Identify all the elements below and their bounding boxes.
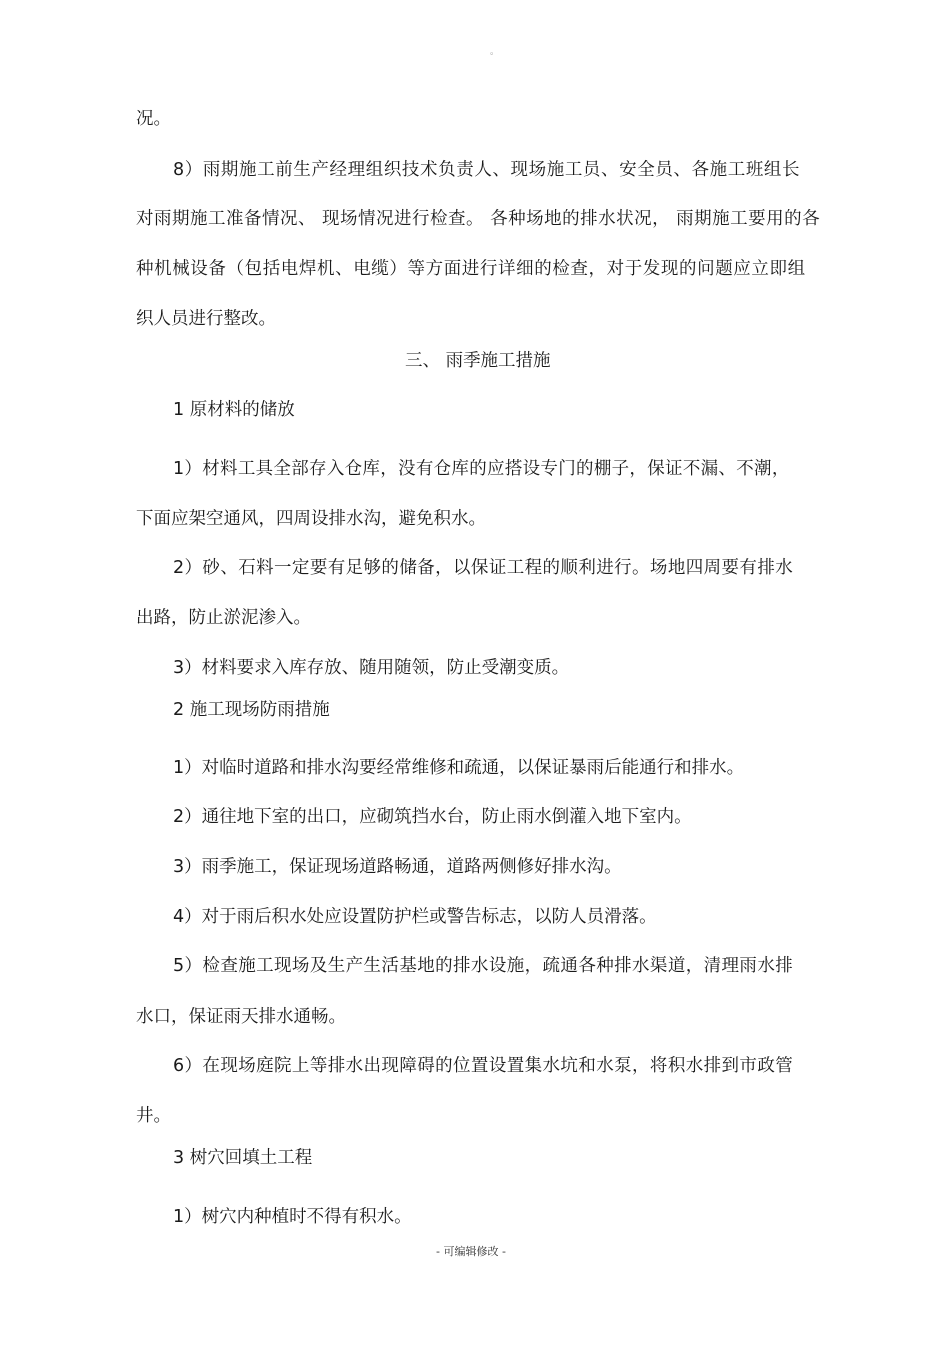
text-line: 2）通往地下室的出口，应砌筑挡水台，防止雨水倒灌入地下室内。 xyxy=(173,807,692,827)
text-line: 况。 xyxy=(136,109,171,129)
text-line: 下面应架空通风，四周设排水沟，避免积水。 xyxy=(136,509,486,529)
text-line: 1）对临时道路和排水沟要经常维修和疏通，以保证暴雨后能通行和排水。 xyxy=(173,758,745,778)
subsection-heading: 2 施工现场防雨措施 xyxy=(173,700,330,720)
text-line: 8）雨期施工前生产经理组织技术负责人、现场施工员、安全员、各施工班组长 xyxy=(173,160,801,180)
text-line: 3）材料要求入库存放、随用随领，防止受潮变质。 xyxy=(173,658,570,678)
text-line: 5）检查施工现场及生产生活基地的排水设施，疏通各种排水渠道，清理雨水排 xyxy=(173,956,794,976)
text-line: 1）树穴内种植时不得有积水。 xyxy=(173,1207,412,1227)
text-line: 6）在现场庭院上等排水出现障碍的位置设置集水坑和水泵，将积水排到市政管 xyxy=(173,1056,794,1076)
subsection-heading: 1 原材料的储放 xyxy=(173,400,295,420)
text-line: 2）砂、石料一定要有足够的储备，以保证工程的顺利进行。场地四周要有排水 xyxy=(173,558,794,578)
text-line: 对雨期施工准备情况、 现场情况进行检查。 各种场地的排水状况， 雨期施工要用的各 xyxy=(136,209,821,229)
text-line: 出路，防止淤泥渗入。 xyxy=(136,608,311,628)
text-line: 井。 xyxy=(136,1106,171,1126)
text-line: 3）雨季施工，保证现场道路畅通，道路两侧修好排水沟。 xyxy=(173,857,622,877)
header-mark: 。 xyxy=(490,47,500,57)
text-line: 4）对于雨后积水处应设置防护栏或警告标志，以防人员滑落。 xyxy=(173,907,657,927)
text-line: 水口，保证雨天排水通畅。 xyxy=(136,1007,346,1027)
text-line: 1）材料工具全部存入仓库，没有仓库的应搭设专门的棚子，保证不漏、不潮， xyxy=(173,459,790,479)
page-footer: - 可编辑修改 - xyxy=(436,1245,506,1258)
text-line: 种机械设备（包括电焊机、电缆）等方面进行详细的检查，对于发现的问题应立即组 xyxy=(136,259,806,279)
text-line: 织人员进行整改。 xyxy=(136,309,276,329)
section-heading: 三、 雨季施工措施 xyxy=(405,351,551,371)
subsection-heading: 3 树穴回填土工程 xyxy=(173,1148,313,1168)
